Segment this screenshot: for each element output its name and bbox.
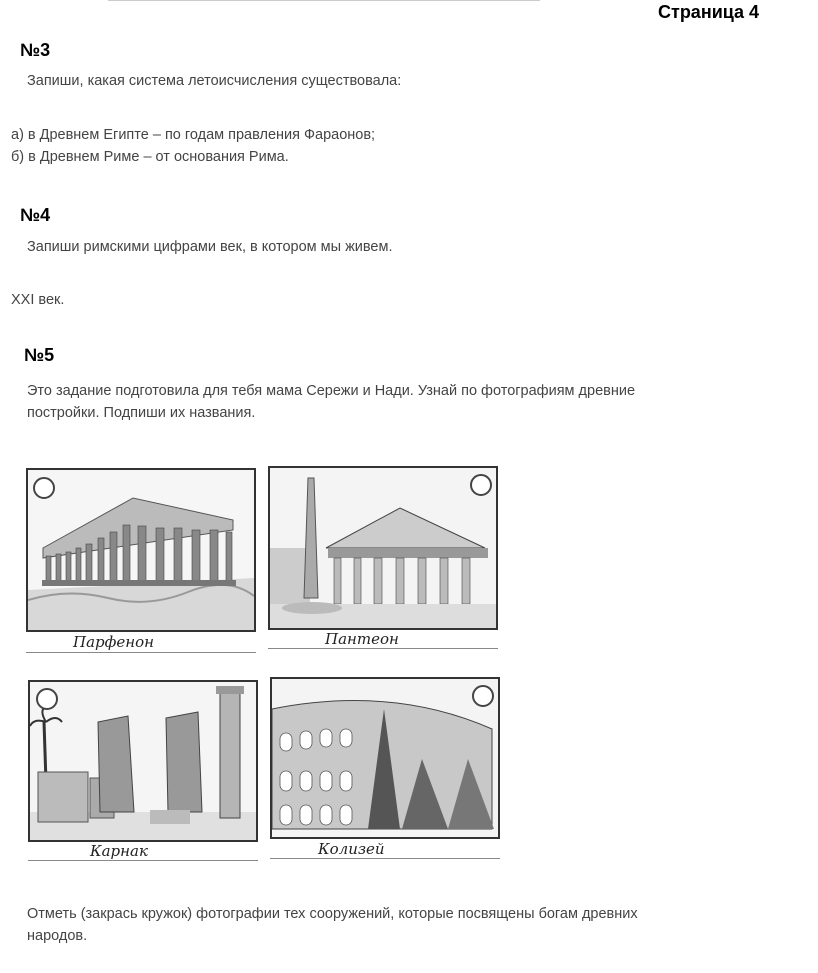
task5-title: №5: [24, 345, 55, 365]
photo4-mark-circle[interactable]: [472, 685, 494, 707]
photo3-caption: Карнак: [90, 842, 148, 860]
photo2-mark-circle[interactable]: [470, 474, 492, 496]
karnak-illustration: [30, 682, 256, 840]
page-number: Страница 4: [658, 2, 760, 22]
photo1-caption-line: [26, 652, 256, 653]
task3-title: №3: [20, 40, 51, 60]
pantheon-photo: [268, 466, 498, 630]
top-divider: [108, 0, 540, 1]
photo1-mark-circle[interactable]: [33, 477, 55, 499]
parthenon-photo: [26, 468, 256, 632]
photo1-caption: Парфенон: [73, 633, 155, 651]
task3-answer-a: а) в Древнем Египте – по годам правления Фараонов;: [11, 127, 376, 143]
photo2-caption: Пантеон: [325, 630, 399, 648]
task4-answer: XXI век.: [11, 292, 65, 308]
parthenon-illustration: [28, 470, 254, 630]
karnak-photo: [28, 680, 258, 842]
task5-footer-line2: народов.: [27, 928, 88, 944]
colosseum-illustration: [272, 679, 498, 837]
task4-title: №4: [20, 205, 51, 225]
task5-footer-line1: Отметь (закрась кружок) фотографии тех сооружений, которые посвящены богам древних: [27, 906, 638, 922]
photo3-caption-line: [28, 860, 258, 861]
task4-question: Запиши римскими цифрами век, в котором мы живем.: [27, 239, 393, 255]
photo4-caption-line: [270, 858, 500, 859]
photo2-caption-line: [268, 648, 498, 649]
colosseum-photo: [270, 677, 500, 839]
photo4-caption: Колизей: [318, 840, 385, 858]
task3-question: Запиши, какая система летоисчисления существовала:: [27, 73, 402, 89]
pantheon-illustration: [270, 468, 496, 628]
task5-intro-line1: Это задание подготовила для тебя мама Сережи и Нади. Узнай по фотографиям древние: [27, 383, 636, 399]
photo3-mark-circle[interactable]: [36, 688, 58, 710]
task5-intro-line2: постройки. Подпиши их названия.: [27, 405, 256, 421]
task3-answer-b: б) в Древнем Риме – от основания Рима.: [11, 149, 289, 165]
